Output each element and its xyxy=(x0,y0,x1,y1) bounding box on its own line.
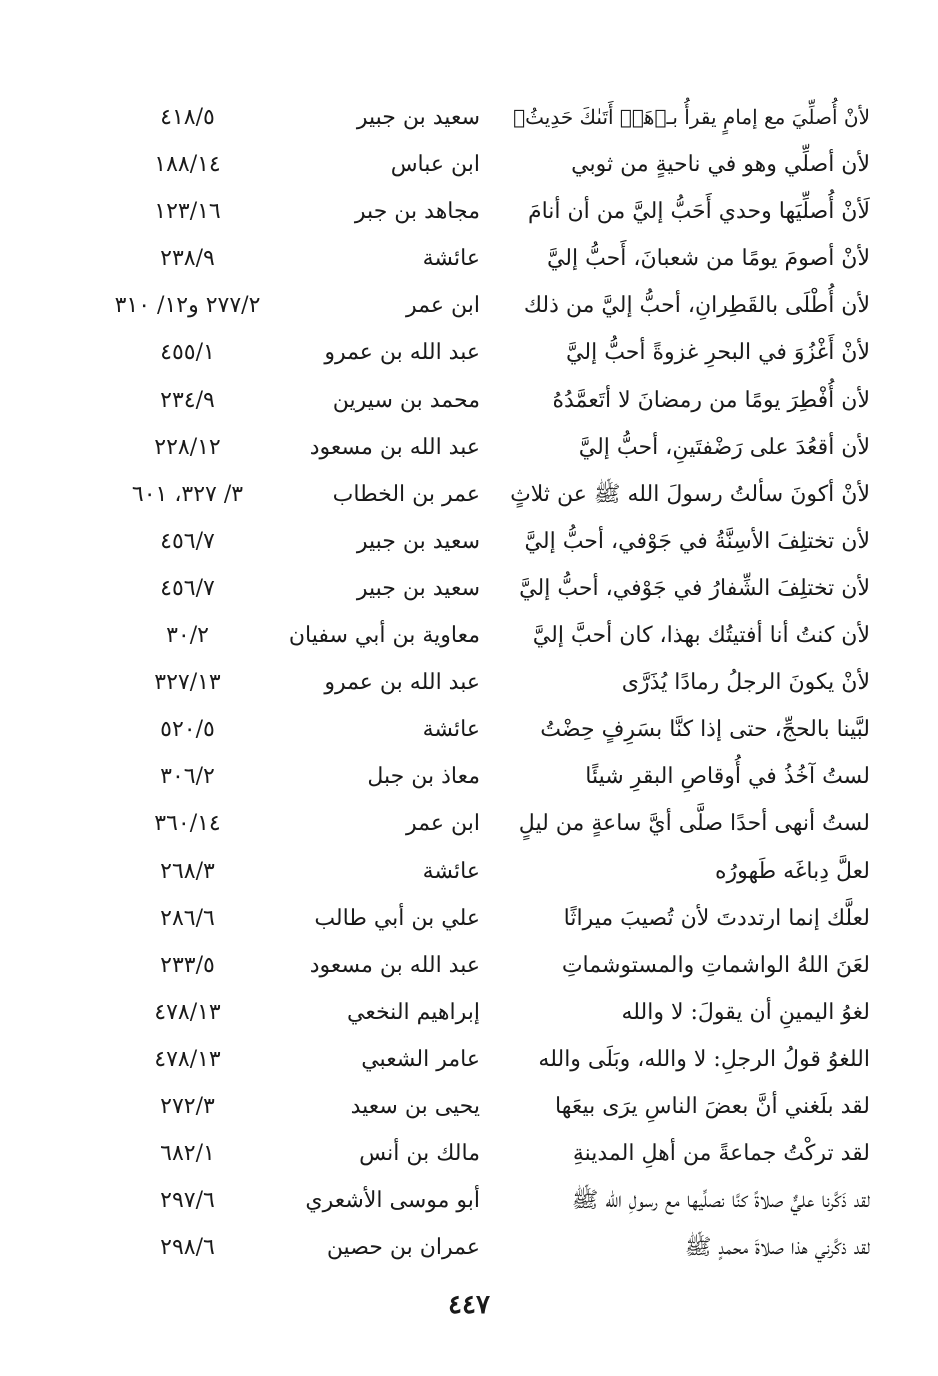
volume-page-reference: ٣٠/٢ xyxy=(166,623,209,649)
hadith-text: لغوُ اليمينِ أن يقولَ: لا والله xyxy=(621,999,870,1025)
narrator-name: سعيد بن جبير xyxy=(356,575,480,601)
narrator-name: عمران بن حصين xyxy=(326,1235,480,1261)
narrator-name: محمد بن سيرين xyxy=(332,387,480,413)
hadith-text: لَأنْ أُصلِّيَها وحدي أَحَبُّ إليَّ من أن أنامَ xyxy=(527,199,870,225)
table-row xyxy=(95,1036,870,1083)
narrator-name: مجاهد بن جبر xyxy=(354,199,480,225)
table-row xyxy=(95,518,870,565)
volume-page-reference: ٣٠٦/٢ xyxy=(160,764,215,790)
table-row xyxy=(95,753,870,800)
table-row xyxy=(95,329,870,376)
table-row xyxy=(95,989,870,1036)
table-row xyxy=(95,895,870,942)
table-row xyxy=(95,282,870,329)
hadith-text: لأن أصلِّي وهو في ناحيةٍ من ثوبي xyxy=(571,152,870,178)
table-row xyxy=(95,659,870,706)
hadith-text: لعلَّك إنما ارتددتَ لأن تُصيبَ ميراثًا xyxy=(563,905,870,931)
narrator-name: أبو موسى الأشعري xyxy=(305,1188,480,1214)
table-row xyxy=(95,188,870,235)
table-row xyxy=(95,424,870,471)
narrator-name: عبد الله بن عمرو xyxy=(324,670,480,696)
narrator-name: عبد الله بن مسعود xyxy=(309,952,480,978)
hadith-text: لأن كنتُ أنا أفتيتُك بهذا، كان أحبَّ إليَّ xyxy=(532,623,870,649)
hadith-text: لأنْ يكونَ الرجلُ رمادًا يُذَرَّى xyxy=(621,670,870,696)
hadith-text: لقد ذَكَّرنا عليٌّ صلاةً كنَّا نصلِّيها مع رسولِ الله ﷺ xyxy=(571,1188,870,1214)
volume-page-reference: ٢٨٦/٦ xyxy=(160,905,215,931)
volume-page-reference: ٢٣٨/٩ xyxy=(160,246,215,272)
narrator-name: عائشة xyxy=(422,246,480,272)
narrator-name: إبراهيم النخعي xyxy=(347,999,480,1025)
table-row xyxy=(95,1177,870,1224)
hadith-text: لعَنَ اللهُ الواشماتِ والمستوشماتِ xyxy=(561,952,870,978)
volume-page-reference: ٢٦٨/٣ xyxy=(160,858,215,884)
hadith-text: لأن أقعُدَ على رَضْفتَينِ، أحبُّ إليَّ xyxy=(578,434,870,460)
table-row xyxy=(95,565,870,612)
narrator-name: ابن عمر xyxy=(406,811,480,837)
narrator-name: سعيد بن جبير xyxy=(356,528,480,554)
hadith-text: لقد بلَغني أنَّ بعضَ الناسِ يرَى بيعَها xyxy=(554,1093,870,1119)
table-row xyxy=(95,612,870,659)
table-row xyxy=(95,1130,870,1177)
volume-page-reference: ٤١٨/٥ xyxy=(160,105,215,130)
table-row xyxy=(95,706,870,753)
hadith-text: لأنْ أَغْزُوَ في البحرِ غزوةً أحبُّ إليَّ xyxy=(566,340,870,366)
volume-page-reference: ٢٣٣/٥ xyxy=(160,952,215,978)
table-row xyxy=(95,1224,870,1271)
volume-page-reference: ٢٧٧/٢ و١٢/ ٣١٠ xyxy=(114,293,261,319)
narrator-name: معاوية بن أبي سفيان xyxy=(288,623,480,649)
hadith-text: لأنْ أُصلِّيَ مع إمامٍ يقرأُ بـ﴿هَلۡ أَتَىٰكَ حَدِيثُ﴾ xyxy=(513,105,870,129)
volume-page-reference: ٤٥٦/٧ xyxy=(160,528,215,554)
table-row xyxy=(95,235,870,282)
narrator-name: يحيى بن سعيد xyxy=(350,1093,480,1119)
volume-page-reference: ١٨٨/١٤ xyxy=(154,152,221,178)
narrator-name: ابن عمر xyxy=(406,293,480,319)
hadith-text: لأنْ أكونَ سألتُ رسولَ الله ﷺ عن ثلاثٍ xyxy=(510,481,870,507)
volume-page-reference: ٣٢٧/١٣ xyxy=(154,670,221,696)
table-row xyxy=(95,800,870,847)
hadith-text: لعلَّ دِباغَه طَهورُه xyxy=(714,858,870,884)
hadith-text: لأن أُفْطِرَ يومًا من رمضانَ لا أتَعمَّدُهُ xyxy=(552,387,870,413)
volume-page-reference: ٦٨٢/١ xyxy=(160,1141,215,1167)
volume-page-reference: ٢٧٢/٣ xyxy=(160,1093,215,1119)
narrator-name: ابن عباس xyxy=(390,152,480,178)
narrator-name: علي بن أبي طالب xyxy=(314,905,480,931)
table-row xyxy=(95,94,870,141)
table-row xyxy=(95,471,870,518)
volume-page-reference: ٢٣٤/٩ xyxy=(160,387,215,413)
narrator-name: مالك بن أنس xyxy=(359,1141,480,1167)
narrator-name: معاذ بن جبل xyxy=(367,764,480,790)
volume-page-reference: ٢٢٨/١٢ xyxy=(154,434,221,460)
volume-page-reference: ٥٢٠/٥ xyxy=(160,717,215,743)
hadith-text: لأن تختلِفَ الشِّفارُ في جَوْفي، أحبُّ إليَّ xyxy=(519,575,870,601)
volume-page-reference: ٤٥٥/١ xyxy=(160,340,215,366)
volume-page-reference: ٣/ ٣٢٧، ٦٠١ xyxy=(131,481,244,507)
hadith-text: لبَّينا بالحجِّ، حتى إذا كنَّا بسَرِفٍ حِضْتُ xyxy=(540,717,870,743)
volume-page-reference: ٤٥٦/٧ xyxy=(160,575,215,601)
hadith-text: لأن أُطْلَى بالقَطِرانِ، أحبُّ إليَّ من ذلك xyxy=(523,293,870,319)
hadith-text: لأنْ أصومَ يومًا من شعبانَ، أَحبُّ إليَّ xyxy=(546,246,870,272)
hadith-index-table xyxy=(95,94,870,1271)
hadith-text: لقد ذكَّرني هذا صلاةَ محمدٍ ﷺ xyxy=(684,1235,870,1261)
volume-page-reference: ٤٧٨/١٣ xyxy=(154,1046,221,1072)
narrator-name: سعيد بن جبير xyxy=(356,105,480,130)
volume-page-reference: ٢٩٧/٦ xyxy=(160,1188,215,1214)
volume-page-reference: ٤٧٨/١٣ xyxy=(154,999,221,1025)
table-row xyxy=(95,848,870,895)
volume-page-reference: ٢٩٨/٦ xyxy=(160,1235,215,1261)
table-row xyxy=(95,942,870,989)
table-row xyxy=(95,141,870,188)
hadith-text: لأن تختلِفَ الأسِنَّةُ في جَوْفي، أحبُّ إليَّ xyxy=(524,528,870,554)
narrator-name: عبد الله بن عمرو xyxy=(324,340,480,366)
narrator-name: عائشة xyxy=(422,858,480,884)
narrator-name: عمر بن الخطاب xyxy=(332,481,480,507)
hadith-text: لقد تركْتُ جماعةً من أهلِ المدينةِ xyxy=(572,1141,870,1167)
narrator-name: عائشة xyxy=(422,717,480,743)
narrator-name: عامر الشعبي xyxy=(361,1046,480,1072)
hadith-text: لستُ آخُذُ في أُوقاصِ البقرِ شيئًا xyxy=(585,764,870,790)
page-number: ٤٤٧ xyxy=(448,1290,490,1320)
volume-page-reference: ٣٦٠/١٤ xyxy=(154,811,221,837)
table-row xyxy=(95,377,870,424)
hadith-text: اللغوُ قولُ الرجلِ: لا والله، وبَلَى والله xyxy=(538,1046,870,1072)
hadith-text: لستُ أنهى أحدًا صلَّى أيَّ ساعةٍ من ليلٍ xyxy=(518,811,870,837)
table-row xyxy=(95,1083,870,1130)
narrator-name: عبد الله بن مسعود xyxy=(309,434,480,460)
volume-page-reference: ١٢٣/١٦ xyxy=(154,199,221,225)
